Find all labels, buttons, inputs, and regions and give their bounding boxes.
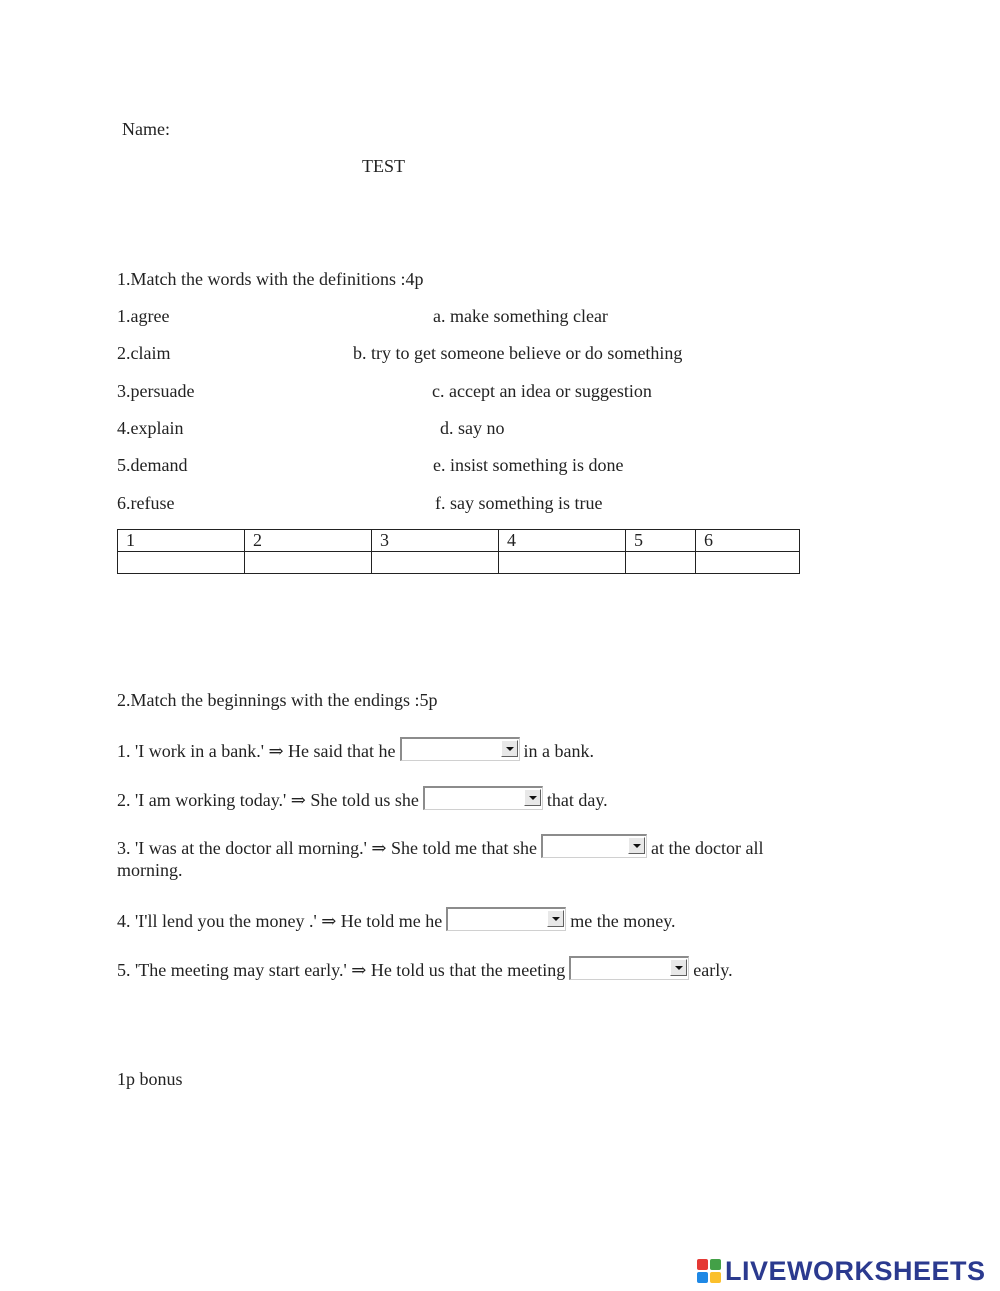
section1-heading: 1.Match the words with the definitions :4p [117, 269, 424, 289]
chevron-down-icon [547, 910, 564, 927]
answer-cell-1[interactable] [118, 552, 245, 574]
answer-header-1: 1 [118, 530, 245, 552]
answer-dropdown-1[interactable] [400, 737, 520, 761]
logo-blocks-icon [697, 1259, 721, 1283]
answer-header-2: 2 [245, 530, 372, 552]
definition-e: e. insist something is done [433, 455, 624, 475]
sentence-4-start: 4. 'I'll lend you the money .' ⇒ He told me he [117, 911, 443, 931]
sentence-4-end: me the money. [570, 911, 676, 931]
sentence-1 [117, 737, 594, 762]
chevron-down-icon [524, 789, 541, 806]
answer-dropdown-2[interactable] [423, 786, 543, 810]
answer-dropdown-5[interactable] [569, 956, 689, 980]
chevron-down-icon [628, 837, 645, 854]
definition-a: a. make something clear [433, 306, 608, 326]
sentence-3-end: at the doctor all [651, 838, 764, 858]
word-item-refuse: 6.refuse [117, 493, 175, 513]
name-label: Name: [122, 119, 170, 139]
word-item-agree: 1.agree [117, 306, 170, 326]
page-title: TEST [362, 156, 405, 176]
sentence-5-end: early. [693, 960, 733, 980]
word-item-claim: 2.claim [117, 343, 171, 363]
logo-text: LIVEWORKSHEETS [725, 1256, 986, 1286]
answer-header-6: 6 [696, 530, 800, 552]
sentence-3-start: 3. 'I was at the doctor all morning.' ⇒ She told me that she [117, 838, 537, 858]
sentence-1-end: in a bank. [523, 741, 594, 761]
answer-table [117, 529, 800, 574]
sentence-4 [117, 907, 676, 932]
answer-cell-3[interactable] [372, 552, 499, 574]
definition-d: d. say no [440, 418, 505, 438]
sentence-1-start: 1. 'I work in a bank.' ⇒ He said that he [117, 741, 396, 761]
answer-dropdown-3[interactable] [541, 834, 647, 858]
sentence-5 [117, 956, 733, 981]
answer-header-3: 3 [372, 530, 499, 552]
answer-cell-5[interactable] [626, 552, 696, 574]
answer-table-header-row [118, 530, 800, 552]
definition-b: b. try to get someone believe or do something [353, 343, 683, 363]
sentence-3 [117, 834, 763, 859]
definition-c: c. accept an idea or suggestion [432, 381, 652, 401]
sentence-5-start: 5. 'The meeting may start early.' ⇒ He told us that the meeting [117, 960, 566, 980]
answer-table-input-row [118, 552, 800, 574]
word-item-demand: 5.demand [117, 455, 188, 475]
answer-header-4: 4 [499, 530, 626, 552]
sentence-2 [117, 786, 608, 811]
answer-cell-4[interactable] [499, 552, 626, 574]
answer-header-5: 5 [626, 530, 696, 552]
sentence-3-continuation: morning. [117, 860, 183, 880]
word-item-explain: 4.explain [117, 418, 184, 438]
sentence-2-start: 2. 'I am working today.' ⇒ She told us she [117, 790, 419, 810]
bonus-label: 1p bonus [117, 1069, 183, 1089]
chevron-down-icon [670, 959, 687, 976]
sentence-2-end: that day. [546, 790, 608, 810]
definition-f: f. say something is true [435, 493, 603, 513]
answer-cell-2[interactable] [245, 552, 372, 574]
section2-heading: 2.Match the beginnings with the endings :5p [117, 690, 438, 710]
answer-dropdown-4[interactable] [446, 907, 566, 931]
chevron-down-icon [501, 740, 518, 757]
answer-cell-6[interactable] [696, 552, 800, 574]
word-item-persuade: 3.persuade [117, 381, 195, 401]
